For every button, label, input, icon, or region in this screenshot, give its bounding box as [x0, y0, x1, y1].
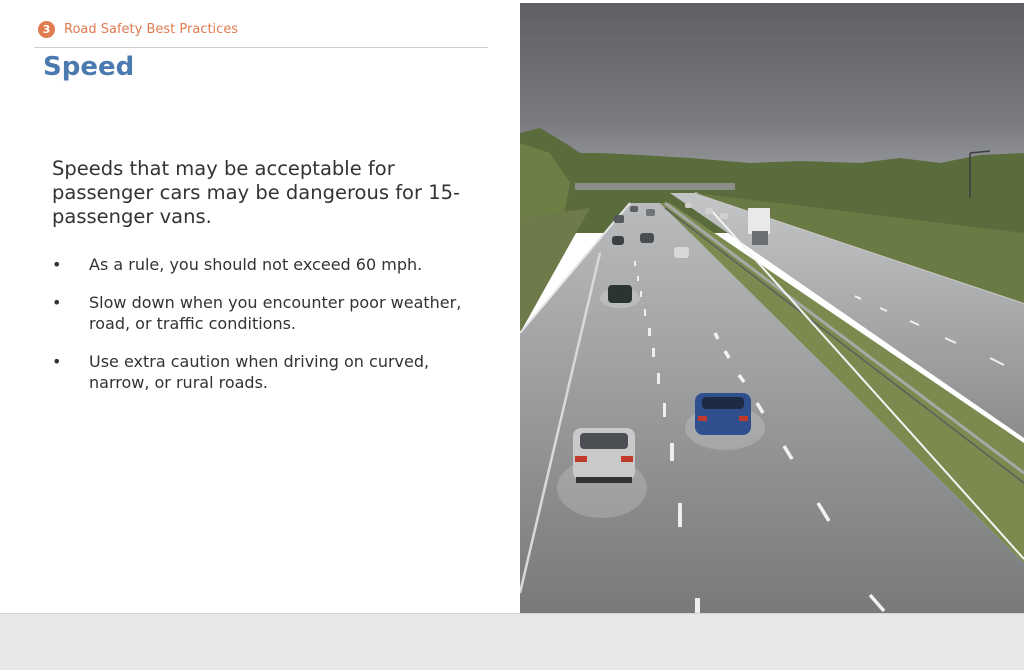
section-header — [38, 21, 238, 38]
bullet-item — [52, 351, 482, 393]
footer-bar — [0, 613, 1024, 670]
car-silver — [573, 428, 635, 483]
header-divider — [34, 47, 488, 48]
bullet-text: Use extra caution when driving on curved, narrow, or rural roads. — [89, 352, 430, 392]
bullet-text: Slow down when you encounter poor weather, road, or traffic conditions. — [89, 293, 462, 333]
section-label: Road Safety Best Practices — [64, 22, 239, 37]
section-number-badge: 3 — [38, 21, 55, 38]
car-blue — [695, 393, 751, 435]
bullet-dot: • — [52, 255, 62, 274]
bullet-dot: • — [52, 352, 62, 371]
bullet-item — [52, 254, 482, 275]
bullet-list — [52, 254, 482, 410]
bullet-dot: • — [52, 293, 62, 312]
bullet-item — [52, 292, 482, 334]
intro-text: Speeds that may be acceptable for passenger cars may be dangerous for 15-passenger vans. — [52, 157, 461, 228]
highway-rain-photo — [520, 3, 1024, 613]
slide-title: Speed — [43, 52, 135, 82]
bullet-text: As a rule, you should not exceed 60 mph. — [89, 255, 423, 274]
